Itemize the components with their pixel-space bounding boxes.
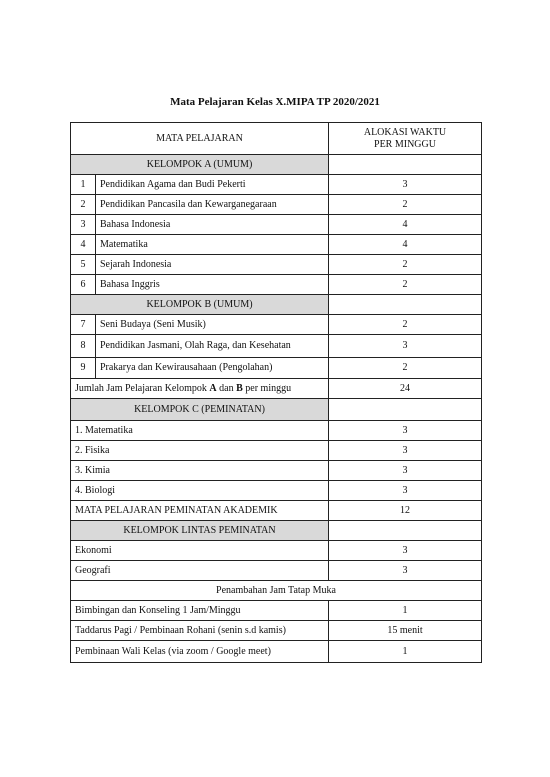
row-hours: 3 — [329, 335, 482, 358]
table-row — [71, 358, 482, 379]
header-row — [71, 123, 482, 155]
row-hours: 2 — [329, 255, 482, 275]
group-b-row — [71, 295, 482, 315]
row-hours: 3 — [329, 175, 482, 195]
row-subject: 1. Matematika — [71, 421, 329, 441]
row-subject: Pendidikan Jasmani, Olah Raga, dan Kesehatan — [96, 335, 329, 358]
total-ab-label — [71, 379, 329, 399]
row-subject: 3. Kimia — [71, 461, 329, 481]
row-hours: 3 — [329, 481, 482, 501]
row-number: 1 — [71, 175, 96, 195]
row-number: 9 — [71, 358, 96, 379]
table-row — [71, 481, 482, 501]
table-row — [71, 255, 482, 275]
extra-title-row — [71, 581, 482, 601]
table-row — [71, 315, 482, 335]
total-ab-row — [71, 379, 482, 399]
row-hours: 2 — [329, 275, 482, 295]
row-number: 4 — [71, 235, 96, 255]
row-subject: 2. Fisika — [71, 441, 329, 461]
table-row — [71, 335, 482, 358]
table-row — [71, 601, 482, 621]
row-hours: 3 — [329, 541, 482, 561]
row-subject: Pembinaan Wali Kelas (via zoom / Google meet) — [71, 641, 329, 663]
header-subject: MATA PELAJARAN — [71, 123, 329, 155]
total-ab-pre: Jumlah Jam Pelajaran Kelompok — [75, 382, 210, 394]
group-a-title: KELOMPOK A (UMUM) — [71, 155, 329, 175]
table-row — [71, 275, 482, 295]
table-row — [71, 561, 482, 581]
row-hours: 3 — [329, 461, 482, 481]
row-number: 6 — [71, 275, 96, 295]
row-number: 3 — [71, 215, 96, 235]
group-a-row — [71, 155, 482, 175]
row-subject: Bimbingan dan Konseling 1 Jam/Minggu — [71, 601, 329, 621]
header-allocation-line1: ALOKASI WAKTU — [363, 126, 447, 138]
row-number: 7 — [71, 315, 96, 335]
table-row — [71, 421, 482, 441]
table-row — [71, 641, 482, 663]
total-ab-post: per minggu — [242, 382, 292, 394]
row-subject: Ekonomi — [71, 541, 329, 561]
row-hours: 4 — [329, 235, 482, 255]
row-hours: 3 — [329, 561, 482, 581]
group-b-title: KELOMPOK B (UMUM) — [71, 295, 329, 315]
row-hours: 2 — [329, 195, 482, 215]
row-subject: Taddarus Pagi / Pembinaan Rohani (senin s.d kamis) — [71, 621, 329, 641]
group-a-empty — [329, 155, 482, 175]
group-c-row — [71, 399, 482, 421]
row-number: 8 — [71, 335, 96, 358]
table-row — [71, 441, 482, 461]
academic-total-label: MATA PELAJARAN PEMINATAN AKADEMIK — [71, 501, 329, 521]
row-hours: 4 — [329, 215, 482, 235]
total-ab-b: B — [236, 382, 243, 394]
row-subject: Bahasa Inggris — [96, 275, 329, 295]
table-row — [71, 235, 482, 255]
group-c-title: KELOMPOK C (PEMINATAN) — [71, 399, 329, 421]
table-row — [71, 541, 482, 561]
total-ab-mid: dan — [216, 382, 237, 394]
header-allocation — [329, 123, 482, 155]
table-row — [71, 175, 482, 195]
row-hours: 3 — [329, 441, 482, 461]
row-subject: Sejarah Indonesia — [96, 255, 329, 275]
extra-title: Penambahan Jam Tatap Muka — [71, 581, 482, 601]
total-ab-hours: 24 — [329, 379, 482, 399]
row-hours: 2 — [329, 315, 482, 335]
subject-table — [70, 122, 482, 663]
row-subject: Matematika — [96, 235, 329, 255]
table-row — [71, 195, 482, 215]
total-ab-a: A — [209, 382, 217, 394]
row-hours: 1 — [329, 601, 482, 621]
row-number: 5 — [71, 255, 96, 275]
row-subject: Seni Budaya (Seni Musik) — [96, 315, 329, 335]
cross-group-title: KELOMPOK LINTAS PEMINATAN — [71, 521, 329, 541]
row-hours: 15 menit — [329, 621, 482, 641]
table-row — [71, 215, 482, 235]
table-row — [71, 621, 482, 641]
group-b-empty — [329, 295, 482, 315]
row-subject: Pendidikan Pancasila dan Kewarganegaraan — [96, 195, 329, 215]
row-subject: Pendidikan Agama dan Budi Pekerti — [96, 175, 329, 195]
row-subject: Prakarya dan Kewirausahaan (Pengolahan) — [96, 358, 329, 379]
document-title: Mata Pelajaran Kelas X.MIPA TP 2020/2021 — [170, 96, 380, 108]
academic-total-row — [71, 501, 482, 521]
row-hours: 3 — [329, 421, 482, 441]
header-allocation-line2: PER MINGGU — [374, 138, 436, 150]
academic-total-hours: 12 — [329, 501, 482, 521]
row-hours: 2 — [329, 358, 482, 379]
table-row — [71, 461, 482, 481]
row-subject: Geografi — [71, 561, 329, 581]
cross-group-empty — [329, 521, 482, 541]
cross-group-row — [71, 521, 482, 541]
row-hours: 1 — [329, 641, 482, 663]
row-number: 2 — [71, 195, 96, 215]
row-subject: 4. Biologi — [71, 481, 329, 501]
group-c-empty — [329, 399, 482, 421]
row-subject: Bahasa Indonesia — [96, 215, 329, 235]
